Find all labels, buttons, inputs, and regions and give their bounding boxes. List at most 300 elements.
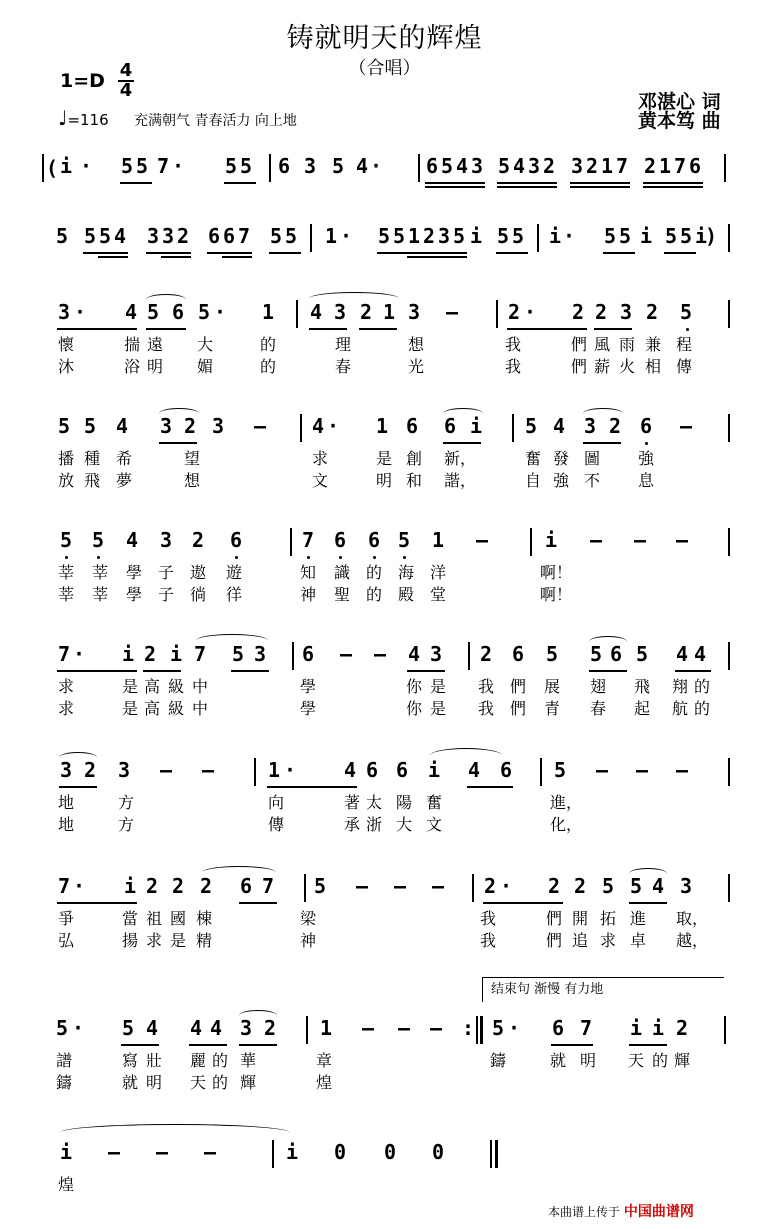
lyric-char: 風 xyxy=(594,335,611,354)
note: 5 xyxy=(84,414,97,438)
lyrics-line xyxy=(0,1172,769,1194)
lyric-char: 追 xyxy=(572,931,589,950)
note: i xyxy=(695,224,708,248)
note: · xyxy=(214,300,227,324)
lyric-char: 浴 xyxy=(124,357,141,376)
note: 1 xyxy=(262,300,275,324)
note: 5 xyxy=(84,224,97,248)
lyric-char: 我 xyxy=(478,677,495,696)
slur-mark xyxy=(146,294,186,305)
lyric-char: 程 xyxy=(676,335,693,354)
lyric-char: 煌 xyxy=(316,1073,333,1092)
lyric-char: 青 xyxy=(544,699,561,718)
lyric-char: 堂 xyxy=(430,585,447,604)
octave-dot xyxy=(307,556,310,559)
note: 2 xyxy=(676,1016,689,1040)
slur-mark xyxy=(629,868,667,879)
beam-line xyxy=(189,1044,227,1046)
note: 3 xyxy=(212,414,225,438)
note: i xyxy=(122,642,135,666)
note: 4 xyxy=(408,642,421,666)
note: 3 xyxy=(571,154,584,178)
slur-mark xyxy=(583,408,623,419)
note: 3 xyxy=(471,154,484,178)
lyric-char: 播 xyxy=(58,449,75,468)
lyric-char: 進 xyxy=(630,909,647,928)
note: 6 xyxy=(368,528,381,552)
beam-line xyxy=(496,252,528,254)
lyric-char: 中 xyxy=(192,677,209,696)
lyrics-line xyxy=(0,790,769,812)
lyric-char: 放 xyxy=(58,471,75,490)
beam-line xyxy=(570,186,630,188)
tempo-mark: ♩=116 xyxy=(58,106,109,130)
bar-line xyxy=(496,300,498,328)
beam-line xyxy=(359,328,397,330)
note: 6 xyxy=(406,414,419,438)
lyric-char: 息 xyxy=(638,471,655,490)
lyric-char: 啊！ xyxy=(540,563,573,582)
note: 1 xyxy=(376,414,389,438)
note: 4 xyxy=(652,874,665,898)
lyric-char: 浙 xyxy=(366,815,383,834)
octave-dot xyxy=(65,556,68,559)
lyric-char: 揣 xyxy=(124,335,141,354)
note: 7 xyxy=(580,1016,593,1040)
beam-line xyxy=(121,1044,159,1046)
note: 1 xyxy=(432,528,445,552)
beam-line xyxy=(239,1044,277,1046)
octave-dot xyxy=(339,556,342,559)
lyric-char: 子 xyxy=(158,585,175,604)
lyric-char: 就 xyxy=(122,1073,139,1092)
lyric-char: 種 xyxy=(84,449,101,468)
lyric-char: 的 xyxy=(366,585,383,604)
lyric-char: 大 xyxy=(396,815,413,834)
lyric-char: 莘 xyxy=(92,585,109,604)
note: 2 xyxy=(200,874,213,898)
note: 3 xyxy=(162,224,175,248)
bar-line xyxy=(728,528,730,556)
lyric-char: 們 xyxy=(546,909,563,928)
note: 5 xyxy=(398,528,411,552)
note: 5 xyxy=(56,1016,69,1040)
lyric-char: 們 xyxy=(571,335,588,354)
note: – xyxy=(398,1016,411,1040)
note: 1 xyxy=(383,300,396,324)
note: 6 xyxy=(640,414,653,438)
bar-line xyxy=(272,1140,274,1168)
note: 3 xyxy=(304,154,317,178)
beam-line xyxy=(161,256,191,258)
lyric-char: 爭 xyxy=(58,909,75,928)
lyric-char: 學 xyxy=(300,699,317,718)
note: 5 xyxy=(441,154,454,178)
lyric-char: 遊 xyxy=(226,563,243,582)
lyrics-line xyxy=(0,582,769,604)
lyric-char: 越， xyxy=(676,931,709,950)
note: 7 xyxy=(58,874,71,898)
bar-line xyxy=(490,1140,492,1168)
note: 5 xyxy=(270,224,283,248)
note: 5 xyxy=(240,154,253,178)
lyric-char: 求 xyxy=(58,677,75,696)
bar-line xyxy=(269,154,271,182)
lyric-char: 理 xyxy=(335,335,352,354)
note: 5 xyxy=(332,154,345,178)
note: 2 xyxy=(595,300,608,324)
lyric-char: 望 xyxy=(184,449,201,468)
beam-line xyxy=(146,252,191,254)
lyric-char: 是 xyxy=(430,699,447,718)
lyric-char: 徉 xyxy=(226,585,243,604)
note: 4 xyxy=(468,758,481,782)
note: 7 xyxy=(157,154,170,178)
note: 5 xyxy=(285,224,298,248)
note: 4 xyxy=(553,414,566,438)
note: 5 xyxy=(378,224,391,248)
lyric-char: 聖 xyxy=(334,585,351,604)
lyric-char: 展 xyxy=(544,677,561,696)
note: 5 xyxy=(525,414,538,438)
beam-line xyxy=(675,670,711,672)
slur-mark xyxy=(59,752,97,763)
slur-mark xyxy=(202,866,276,879)
lyrics-line xyxy=(0,1048,769,1070)
note: 5 xyxy=(58,414,71,438)
lyric-char: 傳 xyxy=(676,357,693,376)
lyric-char: 大 xyxy=(197,335,214,354)
lyric-char: 啊！ xyxy=(540,585,573,604)
note: 3 xyxy=(118,758,131,782)
note: – xyxy=(680,414,693,438)
note: 2 xyxy=(172,874,185,898)
note: 5 xyxy=(232,642,245,666)
note: 3 xyxy=(147,224,160,248)
lyric-char: 揚 xyxy=(122,931,139,950)
lyric-char: 的 xyxy=(260,357,277,376)
note: 2 xyxy=(177,224,190,248)
lyric-char: 莘 xyxy=(58,563,75,582)
bar-line xyxy=(304,874,306,902)
slur-mark xyxy=(589,636,627,647)
note: – xyxy=(590,528,603,552)
lyric-char: 進， xyxy=(550,793,583,812)
lyrics-line xyxy=(0,906,769,928)
note: 7 xyxy=(262,874,275,898)
beam-line xyxy=(407,256,467,258)
lyric-char: 當 xyxy=(122,909,139,928)
beam-line xyxy=(377,252,467,254)
beam-line xyxy=(643,182,703,184)
note: – xyxy=(356,874,369,898)
note: – xyxy=(446,300,459,324)
lyric-char: 弘 xyxy=(58,931,75,950)
note: i xyxy=(549,224,562,248)
note: 5 xyxy=(665,224,678,248)
note: – xyxy=(362,1016,375,1040)
lyric-char: 兼 xyxy=(645,335,662,354)
lyric-char: 沐 xyxy=(58,357,75,376)
note: 6 xyxy=(426,154,439,178)
note: 2 xyxy=(484,874,497,898)
lyric-char: 精 xyxy=(196,931,213,950)
note: 7 xyxy=(616,154,629,178)
lyric-char: 明 xyxy=(147,357,164,376)
lyric-char: 華 xyxy=(240,1051,257,1070)
note: 5 xyxy=(122,1016,135,1040)
beam-line xyxy=(267,786,357,788)
note: – xyxy=(476,528,489,552)
beam-line xyxy=(59,786,97,788)
bar-line xyxy=(728,224,730,252)
slur-mark xyxy=(159,408,199,419)
lyric-char: 級 xyxy=(168,699,185,718)
note: 5 xyxy=(99,224,112,248)
beam-line xyxy=(159,442,197,444)
note: 4 xyxy=(125,300,138,324)
lyric-char: 開 xyxy=(572,909,589,928)
lyric-char: 我 xyxy=(480,909,497,928)
beam-line xyxy=(603,252,635,254)
lyric-char: 是 xyxy=(170,931,187,950)
bar-line xyxy=(724,154,726,182)
note: · xyxy=(340,224,353,248)
lyric-char: 承 xyxy=(344,815,361,834)
lyric-char: 不 xyxy=(584,471,601,490)
note: 5 xyxy=(497,224,510,248)
bar-line xyxy=(724,1016,726,1044)
beam-line xyxy=(551,1044,593,1046)
beam-line xyxy=(483,902,563,904)
note: 5 xyxy=(60,528,73,552)
notes xyxy=(0,1140,769,1170)
beam-line xyxy=(83,252,128,254)
lyric-char: 的 xyxy=(212,1073,229,1092)
bar-line xyxy=(495,1140,498,1168)
note: 1 xyxy=(325,224,338,248)
lyric-char: 天 xyxy=(628,1051,645,1070)
notes xyxy=(0,758,769,788)
lyric-char: 求 xyxy=(146,931,163,950)
note: 5 xyxy=(498,154,511,178)
lyric-char: 地 xyxy=(58,793,75,812)
lyric-char: 方 xyxy=(118,815,135,834)
beam-line xyxy=(231,670,269,672)
lyric-char: 想 xyxy=(408,335,425,354)
note: 6 xyxy=(689,154,702,178)
note: 3 xyxy=(160,414,173,438)
note: 3 xyxy=(584,414,597,438)
bar-line xyxy=(310,224,312,252)
site-logo[interactable]: 中国曲谱网 xyxy=(623,1204,694,1220)
note: 2 xyxy=(480,642,493,666)
lyric-char: 子 xyxy=(158,563,175,582)
lyric-char: 章 xyxy=(316,1051,333,1070)
beam-line xyxy=(425,182,485,184)
note: 0 xyxy=(334,1140,347,1164)
note: 6 xyxy=(302,642,315,666)
beam-line xyxy=(425,186,485,188)
lyric-char: 棟 xyxy=(196,909,213,928)
lyric-char: 地 xyxy=(58,815,75,834)
note: 6 xyxy=(444,414,457,438)
lyric-char: 莘 xyxy=(58,585,75,604)
note: 1 xyxy=(268,758,281,782)
note: · xyxy=(73,874,86,898)
note: 5 xyxy=(121,154,134,178)
lyric-char: 麗 xyxy=(190,1051,207,1070)
note: 7 xyxy=(674,154,687,178)
beam-line xyxy=(443,442,481,444)
lyrics-line xyxy=(0,446,769,468)
note: 3 xyxy=(430,642,443,666)
bar-line xyxy=(728,874,730,902)
lyric-char: 殿 xyxy=(398,585,415,604)
quarter-note-icon: ♩ xyxy=(58,106,68,130)
note: – xyxy=(340,642,353,666)
lyric-char: 鑄 xyxy=(56,1073,73,1092)
lyric-char: 輝 xyxy=(240,1073,257,1092)
beam-line xyxy=(57,902,137,904)
lyric-char: 火 xyxy=(619,357,636,376)
note: 2 xyxy=(144,642,157,666)
note: 5 xyxy=(680,300,693,324)
note: 6 xyxy=(278,154,291,178)
note: 5 xyxy=(602,874,615,898)
note: ( xyxy=(46,156,59,180)
bar-line xyxy=(728,642,730,670)
beam-line xyxy=(222,256,252,258)
beam-line xyxy=(120,182,152,184)
note: i xyxy=(60,154,73,178)
beam-line xyxy=(143,670,181,672)
lyric-char: 求 xyxy=(58,699,75,718)
note: 2 xyxy=(586,154,599,178)
note: – xyxy=(204,1140,217,1164)
ending-label: 结束句 渐慢 有力地 xyxy=(482,977,724,1002)
note: 3 xyxy=(58,300,71,324)
bar-line xyxy=(512,414,514,442)
note: i xyxy=(545,528,558,552)
slur-mark xyxy=(196,634,268,647)
note: · xyxy=(284,758,297,782)
lyric-char: 光 xyxy=(408,357,425,376)
note: 4 xyxy=(694,642,707,666)
octave-dot xyxy=(373,556,376,559)
lyric-char: 洋 xyxy=(430,563,447,582)
lyric-char: 的 xyxy=(212,1051,229,1070)
lyric-char: 寫 xyxy=(122,1051,139,1070)
slur-mark xyxy=(60,1124,290,1141)
note: 5 xyxy=(56,224,69,248)
lyric-char: 著 xyxy=(344,793,361,812)
lyric-char: 們 xyxy=(546,931,563,950)
time-signature: 4 4 xyxy=(119,60,133,101)
note: 2 xyxy=(508,300,521,324)
note: · xyxy=(80,154,93,178)
note: – xyxy=(160,758,173,782)
note: 5 xyxy=(225,154,238,178)
lyrics-line xyxy=(0,928,769,950)
note: 1 xyxy=(320,1016,333,1040)
lyric-char: 是 xyxy=(122,699,139,718)
note: i xyxy=(630,1016,643,1040)
lyric-char: 們 xyxy=(510,677,527,696)
note: 4 xyxy=(513,154,526,178)
notes xyxy=(0,1016,769,1046)
note: 5 xyxy=(630,874,643,898)
note: 5 xyxy=(590,642,603,666)
lyric-char: 奮 xyxy=(525,449,542,468)
note: 1 xyxy=(659,154,672,178)
note: 6 xyxy=(172,300,185,324)
lyric-char: 的 xyxy=(694,677,711,696)
lyric-char: 的 xyxy=(260,335,277,354)
beam-line xyxy=(407,670,445,672)
lyric-char: 學 xyxy=(300,677,317,696)
lyric-char: 鑄 xyxy=(490,1051,507,1070)
note: i xyxy=(428,758,441,782)
lyric-char: 翔 xyxy=(672,677,689,696)
note: 3 xyxy=(620,300,633,324)
note: 4 xyxy=(116,414,129,438)
lyric-char: 識 xyxy=(334,563,351,582)
note: – xyxy=(108,1140,121,1164)
lyrics-line xyxy=(0,468,769,490)
bar-line xyxy=(476,1016,478,1044)
lyrics-line xyxy=(0,332,769,354)
bar-line xyxy=(468,642,470,670)
note: · xyxy=(72,1016,85,1040)
lyric-char: 和 xyxy=(406,471,423,490)
lyric-char: 我 xyxy=(505,335,522,354)
note: 3 xyxy=(60,758,73,782)
note: 4 xyxy=(126,528,139,552)
lyric-char: 拓 xyxy=(600,909,617,928)
lyric-char: 壯 xyxy=(146,1051,163,1070)
note: i xyxy=(60,1140,73,1164)
note: 2 xyxy=(360,300,373,324)
note: 5 xyxy=(680,224,693,248)
lyric-char: 懷 xyxy=(58,335,75,354)
bar-line xyxy=(728,758,730,786)
note: 3 xyxy=(408,300,421,324)
lyric-char: 求 xyxy=(312,449,329,468)
bar-line xyxy=(300,414,302,442)
beam-line xyxy=(629,902,667,904)
note: 2 xyxy=(543,154,556,178)
note: 6 xyxy=(240,874,253,898)
note: 4 xyxy=(210,1016,223,1040)
lyric-char: 圖 xyxy=(584,449,601,468)
note: 3 xyxy=(438,224,451,248)
lyric-char: 自 xyxy=(525,471,542,490)
beam-line xyxy=(309,328,347,330)
beam-line xyxy=(57,328,137,330)
note: i xyxy=(652,1016,665,1040)
note: – xyxy=(636,758,649,782)
note: 2 xyxy=(644,154,657,178)
lyric-char: 遠 xyxy=(147,335,164,354)
note: 5 xyxy=(546,642,559,666)
note: 7 xyxy=(238,224,251,248)
lyric-char: 們 xyxy=(571,357,588,376)
lyric-char: 想 xyxy=(184,471,201,490)
note: · xyxy=(73,642,86,666)
note: · xyxy=(563,224,576,248)
bar-line xyxy=(728,414,730,442)
